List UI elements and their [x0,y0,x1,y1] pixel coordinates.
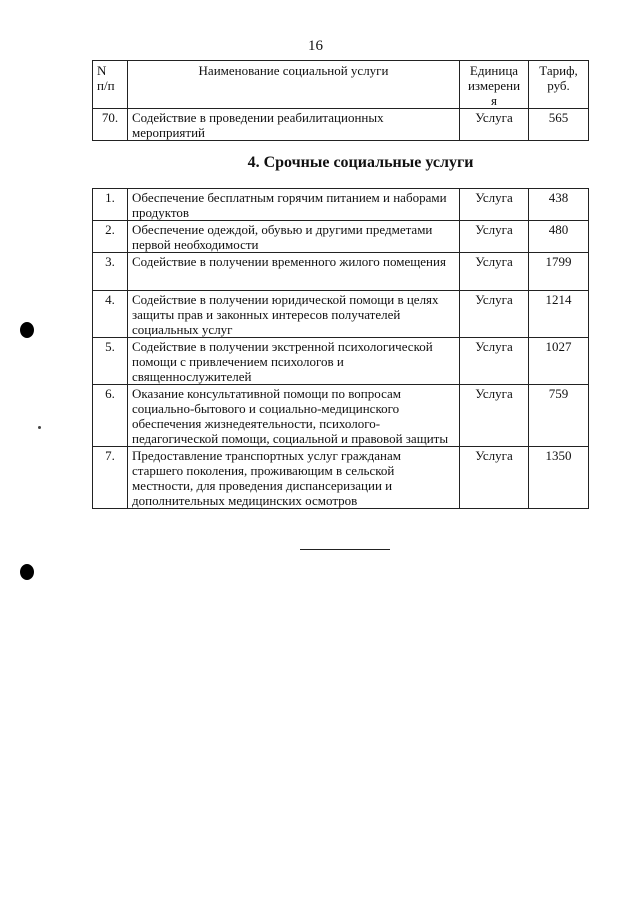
table-row [93,385,589,447]
row-unit: Услуга [460,189,529,221]
row-number: 4. [93,291,128,338]
row-unit: Услуга [460,385,529,447]
table-row [93,189,589,221]
row-tariff: 1799 [529,253,589,291]
header-unit: Единица измерени я [460,61,529,109]
row-unit: Услуга [460,253,529,291]
row-number: 70. [93,109,128,141]
scan-speck [38,426,41,429]
row-number: 1. [93,189,128,221]
row-tariff: 759 [529,385,589,447]
row-tariff: 565 [529,109,589,141]
punch-hole-top [20,322,34,338]
row-tariff: 1027 [529,338,589,385]
row-number: 7. [93,447,128,509]
row-service-name: Содействие в получении юридической помощи в целях защиты прав и законных интересов получателей социальных услуг [128,291,460,338]
table-row [93,109,589,141]
row-service-name: Обеспечение одеждой, обувью и другими предметами первой необходимости [128,221,460,253]
row-service-name: Содействие в проведении реабилитационных мероприятий [128,109,460,141]
row-number: 2. [93,221,128,253]
row-unit: Услуга [460,291,529,338]
row-service-name: Обеспечение бесплатным горячим питанием и наборами продуктов [128,189,460,221]
tariff-table-continued [92,60,589,141]
page-number: 16 [308,38,323,54]
table-row [93,447,589,509]
row-number: 5. [93,338,128,385]
table-row [93,221,589,253]
row-tariff: 438 [529,189,589,221]
table-row [93,291,589,338]
row-unit: Услуга [460,338,529,385]
urgent-services-table [92,188,589,509]
table-header-row [93,61,589,109]
row-service-name: Предоставление транспортных услуг гражданам старшего поколения, проживающим в сельской местности, для проведения диспансеризации и дополнительных медицинских осмотров [128,447,460,509]
row-number: 3. [93,253,128,291]
header-number: N п/п [93,61,128,109]
row-service-name: Содействие в получении экстренной психологической помощи с привлечением психологов и священнослужителей [128,338,460,385]
table-row [93,338,589,385]
section-title: 4. Срочные социальные услуги [247,154,474,171]
row-tariff: 1214 [529,291,589,338]
table-row [93,253,589,291]
row-unit: Услуга [460,221,529,253]
row-service-name: Оказание консультативной помощи по вопросам социально-бытового и социально-медицинского обеспечения жизнедеятельности, психолого-педагогической помощи, социальной и правовой защиты [128,385,460,447]
punch-hole-bottom [20,564,34,580]
row-tariff: 1350 [529,447,589,509]
header-tariff: Тариф, руб. [529,61,589,109]
row-unit: Услуга [460,109,529,141]
row-service-name: Содействие в получении временного жилого помещения [128,253,460,291]
row-tariff: 480 [529,221,589,253]
end-rule [300,549,390,550]
header-service-name: Наименование социальной услуги [128,61,460,109]
row-number: 6. [93,385,128,447]
row-unit: Услуга [460,447,529,509]
